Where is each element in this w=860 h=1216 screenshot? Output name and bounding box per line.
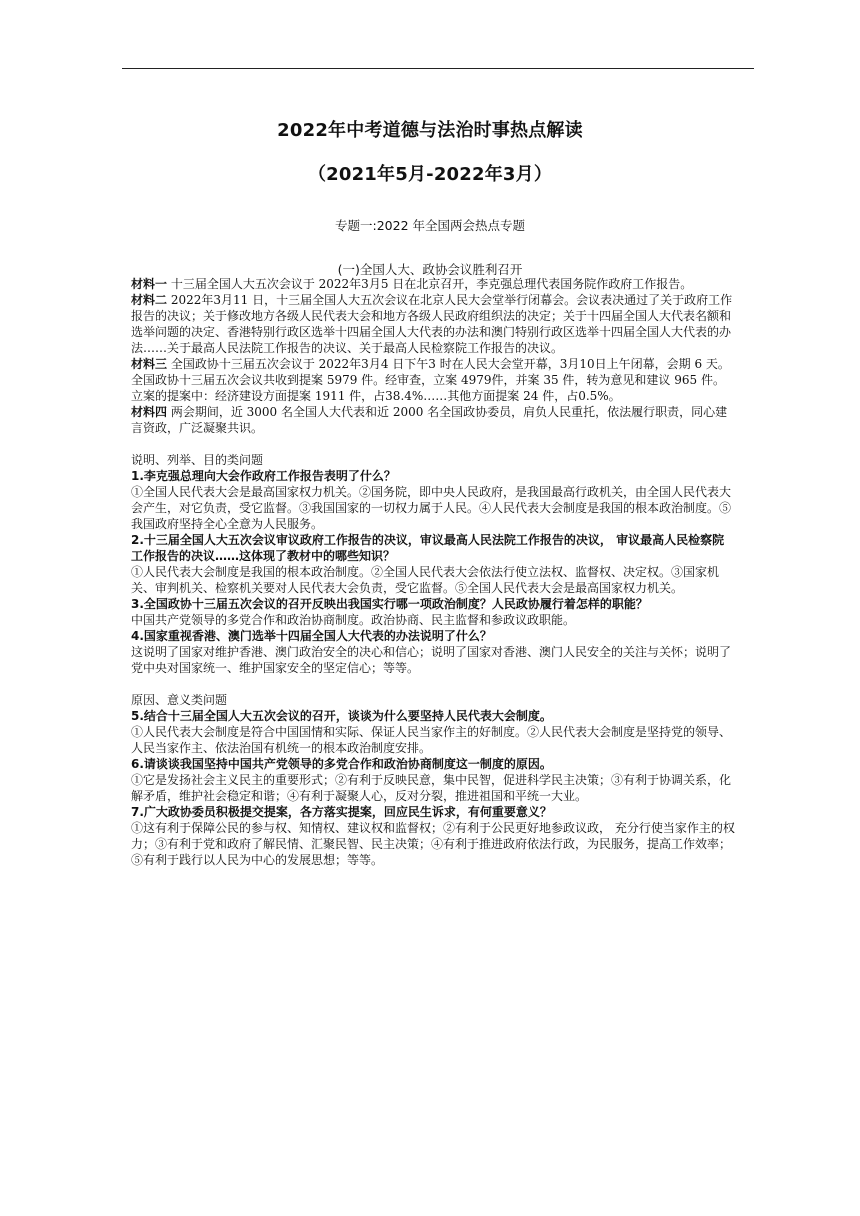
answer: ①人民代表大会制度是我国的根本政治制度。②全国人民代表大会依法行使立法权、监督权、决定权。③国家机关、审判机关、检察机关要对人民代表大会负责，受它监督。⑤全国人民代表大会是最高国家权力机关。 xyxy=(131,565,720,595)
material-paragraph xyxy=(131,276,735,292)
material-paragraph xyxy=(131,356,735,404)
answer: ①人民代表大会制度是符合中国国情和实际、保证人民当家作主的好制度。②人民代表大会制度是坚持党的领导、人民当家作主、依法治国有机统一的根本政治制度安排。 xyxy=(131,725,732,755)
answer: ①全国人民代表大会是最高国家权力机关。②国务院，即中央人民政府，是我国最高行政机关，由全国人民代表大会产生，对它负责，受它监督。③我国国家的一切权力属于人民。④人民代表大会制度是我国的根本政治制度。⑤我国政府坚持全心全意为人民服务。 xyxy=(131,485,732,531)
question: 3.全国政协十三届五次会议的召开反映出我国实行哪一项政治制度？人民政协履行着怎样的职能？ xyxy=(131,597,648,611)
answer: 中国共产党领导的多党合作和政治协商制度。政治协商、民主监督和参政议政职能。 xyxy=(131,613,576,627)
material-label: 材料四 xyxy=(131,405,168,419)
section-heading: (一)全国人大、政协会议胜利召开 xyxy=(337,262,523,277)
material-text: 2022年3月11 日，十三届全国人大五次会议在北京人民大会堂举行闭幕会。会议表决通过了关于政府工作报告的决议；关于修改地方各级人民代表大会和地方各级人民政府组织法的决定；关于十四届全国人大代表名额和选举问题的决定、香港特别行政区选举十四届全国人大代表的办法和澳门特别行政区选举十四届全国人大代表的办法……关于最高人民法院工作报告的决议、关于最高人民检察院工作报告的决议。 xyxy=(131,293,733,355)
question: 2.十三届全国人大五次会议审议政府工作报告的决议，审议最高人民法院工作报告的决议， 审议最高人民检察院工作报告的决议……这体现了教材中的哪些知识？ xyxy=(131,533,725,563)
material-text: 十三届全国人大五次会议于 2022年3月5 日在北京召开，李克强总理代表国务院作政府工作报告。 xyxy=(167,277,693,291)
question: 7.广大政协委员积极提交提案，各方落实提案，回应民生诉求，有何重要意义？ xyxy=(131,805,552,819)
question: 6.请谈谈我国坚持中国共产党领导的多党合作和政治协商制度这一制度的原因。 xyxy=(131,757,552,771)
material-label: 材料二 xyxy=(131,293,168,307)
question: 4.国家重视香港、澳门选举十四届全国人大代表的办法说明了什么？ xyxy=(131,629,492,643)
material-label: 材料一 xyxy=(131,277,168,291)
document-body xyxy=(131,276,735,868)
answer: ①它是发扬社会主义民主的重要形式；②有利于反映民意，集中民智，促进科学民主决策；③有利于协调关系，化解矛盾，维护社会稳定和谐；④有利于凝聚人心，反对分裂，推进祖国和平统一大业。 xyxy=(131,773,732,803)
group-heading: 说明、列举、目的类问题 xyxy=(131,453,264,467)
spacer xyxy=(131,436,735,452)
material-text: 全国政协十三届五次会议于 2022年3月4 日下午3 时在人民大会堂开幕，3月10日上午闭幕，会期 6 天。全国政协十三届五次会议共收到提案 5979 件。经审查，立案 4979件，并案 35 件，转为意见和建议 965 件。立案的提案中：经济建设方面提案 1911 件，占38.4%……其他方面提案 24 件，占0.5%。 xyxy=(131,357,730,403)
answer: ①这有利于保障公民的参与权、知情权、建议权和监督权；②有利于公民更好地参政议政， 充分行使当家作主的权力；③有利于党和政府了解民情、汇聚民智、民主决策；④有利于推进政府依法行政，为民服务，提高工作效率；⑤有利于践行以人民为中心的发展思想；等等。 xyxy=(131,821,735,867)
material-paragraph xyxy=(131,292,735,356)
question: 5.结合十三届全国人大五次会议的召开，谈谈为什么要坚持人民代表大会制度。 xyxy=(131,709,552,723)
spacer xyxy=(131,676,735,692)
date-range: （2021年5月-2022年3月） xyxy=(307,164,553,185)
question: 1.李克强总理向大会作政府工作报告表明了什么？ xyxy=(131,469,396,483)
document-title: 2022年中考道德与法治时事热点解读 xyxy=(277,120,583,141)
material-text: 两会期间，近 3000 名全国人大代表和近 2000 名全国政协委员，肩负人民重托，依法履行职责，同心建言资政，广泛凝聚共识。 xyxy=(131,405,728,435)
topic-heading: 专题一:2022 年全国两会热点专题 xyxy=(335,218,525,233)
material-paragraph xyxy=(131,404,735,436)
answer: 这说明了国家对维护香港、澳门政治安全的决心和信心；说明了国家对香港、澳门人民安全的关注与关怀；说明了党中央对国家统一、维护国家安全的坚定信心；等等。 xyxy=(131,645,732,675)
material-label: 材料三 xyxy=(131,357,168,371)
group-heading: 原因、意义类问题 xyxy=(131,693,228,707)
header-rule xyxy=(122,68,754,69)
